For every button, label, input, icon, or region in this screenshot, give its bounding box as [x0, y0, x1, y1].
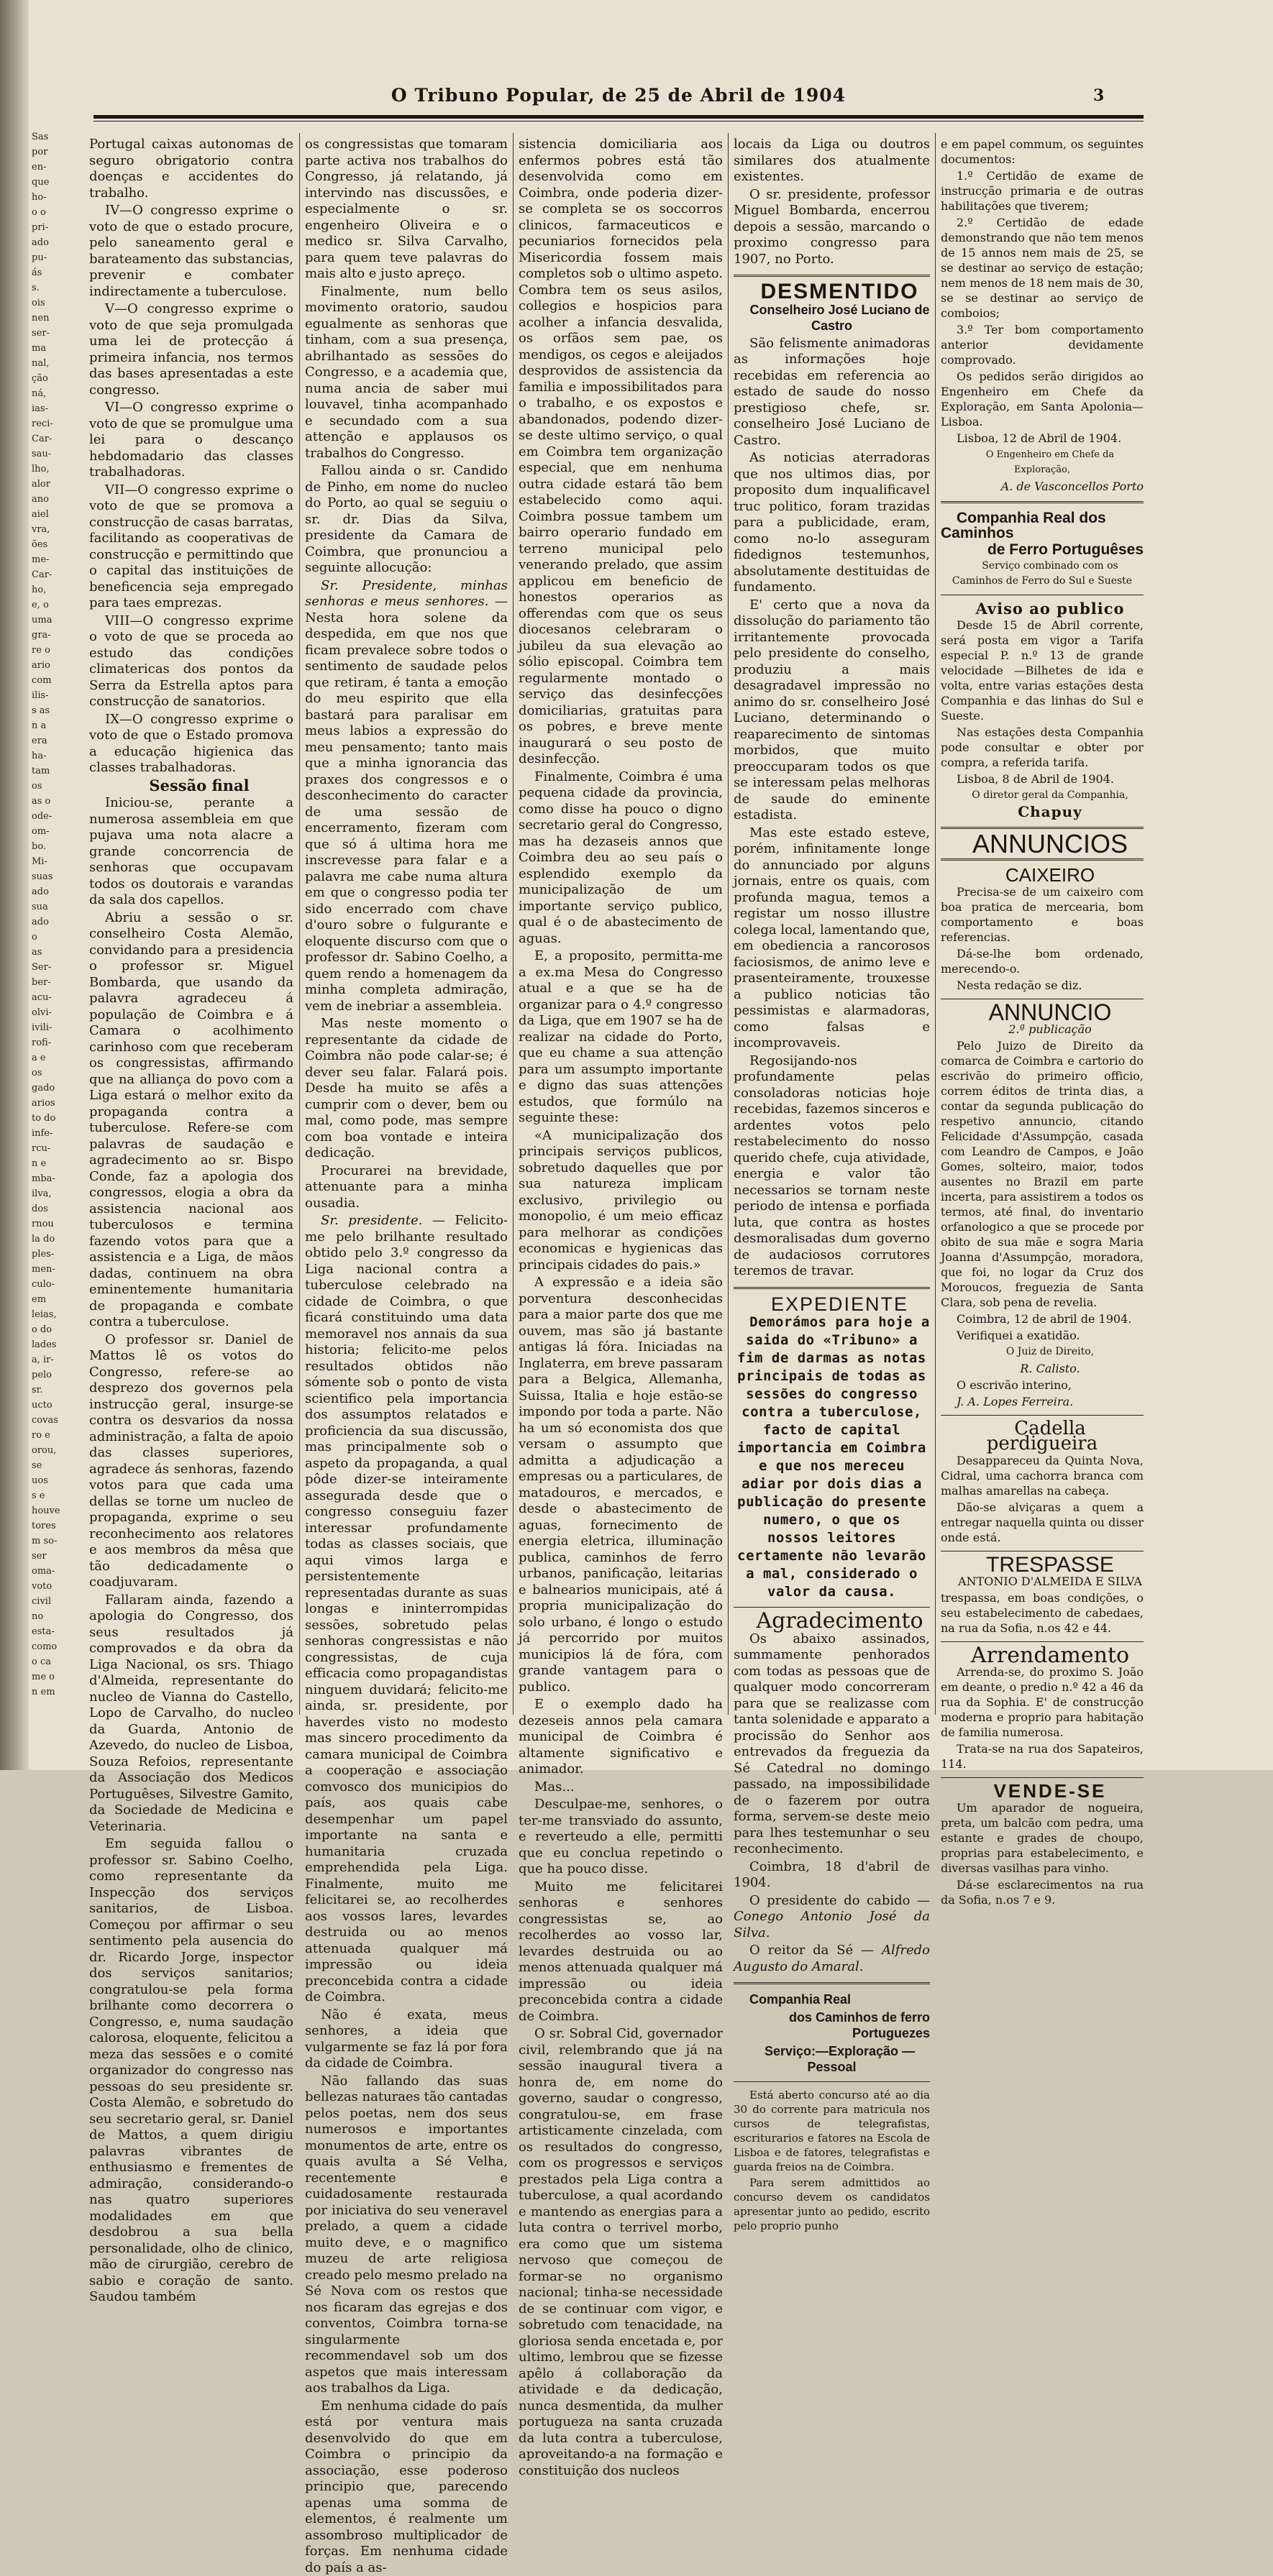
margin-fragment: em: [32, 1292, 82, 1307]
margin-fragment: ples-: [32, 1247, 82, 1262]
signature-role: O Engenheiro em Chefe da Exploração,: [941, 447, 1144, 477]
margin-fragment: se: [32, 1458, 82, 1473]
column-divider: [728, 133, 729, 1715]
signature-role: O presidente do cabido —: [749, 1893, 930, 1908]
expediente-heading: EXPEDIENTE: [734, 1296, 930, 1313]
margin-fragment: infe-: [32, 1126, 82, 1141]
margin-fragment: ná,: [32, 386, 82, 401]
speech-text: — Felicito-me pelo brilhante resultado obtido pelo 3.º congresso da Liga nacional contra a tuberculose celebrado na cidade de Coimbra, o que ficará constituindo uma data memoravel nos annais da sua historia; felicito-me pelos resultados obtidos não sómente sob o ponto de vista scientifico pela importancia dos assumptos relatados e proficiencia da sua discussão, mas principalmente sob o aspeto da propaganda, a qual pôde dizer-se inteiramente assegurada desde que o congresso conseguiu fazer interessar profundamente todas as classes sociais, que aqui vimos larga e persistentemente representadas durante as suas longas e ininterrompidas sessões, sobretudo pelas senhoras congressistas e não congressistas, de cuja efficacia como propagandistas ninguem duvidará; felicito-me ainda, sr. presidente, por haverdes visto no modesto mas sincero procedimento da camara municipal de Coimbra a cooperação e associação comvosco dos municipios do país, aos quais cabe desempenhar um papel importante na santa e humanitaria cruzada emprehendida pela Liga. Finalmente, muito me felicitarei se, ao recolherdes aos vossos lares, levardes destruida ou ao menos attenuada qualquer má impressão ou ideia preconcebida contra a cidade de Coimbra.: [305, 1213, 508, 2004]
margin-fragment: era: [32, 733, 82, 748]
margin-fragment: covas: [32, 1413, 82, 1428]
margin-fragment: ode-: [32, 809, 82, 824]
paragraph: Iniciou-se, perante a numerosa assembleia em que pujava uma nota alacre a grande concorrencia de senhoras que occupavam todos os doutorais e varandas da sala dos capellos.: [89, 795, 293, 909]
paragraph: Regosijando-nos profundamente pelas consoladoras noticias hoje recebidas, fazemos sinceros e ardentes votos pelo restabelecimento do nosso querido chefe, cuja atividade, energia e valor tão necessarios se tornam neste periodo de intensa e porfiada luta, que contra as hostes desmoralisadas dum governo de audaciosos corrutores teremos de travar.: [734, 1053, 930, 1280]
margin-fragment: por: [32, 145, 82, 160]
signature-name-text: A. de Vasconcellos Porto: [1001, 480, 1144, 493]
paragraph: os congressistas que tomaram parte activa nos trabalhos do Congresso, já relatando, já intervindo nas discussões, e especialmente o sr. engenheiro Oliveira e o medico sr. Silva Carvalho, para quem teve palavras do mais alto e justo apreço.: [305, 137, 508, 283]
margin-fragment: ucto: [32, 1398, 82, 1413]
margin-fragment: om-: [32, 824, 82, 839]
paragraph: Lisboa, 8 de Abril de 1904.: [941, 771, 1144, 787]
margin-fragment: alor: [32, 477, 82, 492]
margin-fragment: bo.: [32, 839, 82, 854]
paragraph: Dá-se-lhe bom ordenado, merecendo-o.: [941, 946, 1144, 976]
paragraph: O sr. Sobral Cid, governador civil, relembrando que já na sessão inaugural tivera a honra de, em nome do governo, saudar o congresso, congratulou-se, em frase artisticamente cinzelada, com os resultados do congresso, com os progressos e serviços prestados pela Liga contra a tuberculose, a qual acordando e mantendo as energias para a luta contra o terrivel morbo, era como que um sistema nervoso que começou de formar-se no organismo nacional; tinha-se necessidade de se continuar com vigor, e sobretudo com tenacidade, na gloriosa senda encetada e, por ultimo, lembrou que se fizesse apêlo á collaboração da atividade e da dedicação, nunca desmentida, da mulher portugueza na santa cruzada da luta contra a tuberculose, aproveitando-a na formação e constituição dos nucleos: [519, 2026, 723, 2479]
margin-fragment: culo-: [32, 1277, 82, 1292]
margin-fragment: Car-: [32, 431, 82, 446]
column-divider: [935, 133, 936, 1715]
annuncios-heading: ANNUNCIOS: [941, 836, 1144, 851]
margin-fragment: com: [32, 673, 82, 688]
section-rule: [734, 1982, 930, 1984]
margin-fragment: o ca: [32, 1654, 82, 1669]
speech-salutation: Sr. Presidente, minhas senhoras e meus senhores.: [305, 578, 508, 610]
caixeiro-heading: CAIXEIRO: [941, 868, 1144, 883]
margin-fragment: en-: [32, 160, 82, 175]
signature-name: Conego Antonio José da Silva.: [734, 1909, 930, 1940]
column-2: [305, 137, 508, 1704]
trespasse-name: ANTONIO D'ALMEIDA E SILVA: [941, 1574, 1144, 1589]
header-rule: [93, 115, 1144, 119]
paragraph: Desculpae-me, senhores, o ter-me transviado do assunto, e reverteudo a elle, permitti que eu conclua repetindo o que ha pouco disse.: [519, 1797, 723, 1878]
margin-fragment: acu-: [32, 990, 82, 1005]
paragraph: Em seguida fallou o professor sr. Sabino Coelho, como representante da Inspecção dos serviços sanitarios, de Lisboa. Começou por affirmar o seu sentimento pela ausencia do dr. Ricardo Jorge, inspector dos serviços sanitarios; congratulou-se pela forma brilhante como decorrera o Congresso, e, numa saudação calorosa, eloquente, felicitou a meza das sessões e o comité organizador do congresso nas pessoas do seu presidente sr. Costa Alemão, e sobretudo do seu secretario geral, sr. Daniel de Mattos, a quem dirigiu palavras vibrantes de enthusiasmo e frementes de admiração, considerando-o nas quatro superiores modalidades em que desdobrou a sua bella personalidade, olho de clinico, mão de cirurgião, cerebro de sabio e coração de santo. Saudou também: [89, 1836, 293, 2306]
paragraph: Os abaixo assinados, summamente penhorados com todas as pessoas que de qualquer modo concorreram para que se realizasse com tanta solenidade e apparato a procissão do Senhor aos entrevados da freguezia da Sé Catedral no domingo passado, na impossibilidade de o fazerem por outra forma, servem-se deste meio para lhes testemunhar o seu reconhecimento.: [734, 1631, 930, 1858]
paragraph: Mas este estado esteve, porém, infinitamente longe do annunciado por alguns jornais, entre os quais, com profunda magua, temos a registar um nosso illustre colega local, lamentando que, em obediencia a rancorosos faciosismos, de animo leve e prasenteiramente, trouxesse a publico noticias tão pessimistas e alarmadoras, como falsas e incomprovaveis.: [734, 825, 930, 1052]
section-rule: [734, 1607, 930, 1608]
paragraph: Abriu a sessão o sr. conselheiro Costa Alemão, convidando para a presidencia o professor sr. Miguel Bombarda, que usando da palavra agradeceu á população de Coimbra e á Camara o acolhimento carinhoso com que receberam os congressistas, affirmando que na alliança do povo com a Liga estará o melhor exito da propaganda contra a tuberculose. Refere-se com palavras de saudação e agradecimento ao sr. Bispo Conde, faz a apologia dos congressos, elogia a obra da assistencia nacional aos tuberculosos e termina fazendo votos para que a assistencia e a Liga, de mãos dadas, continuem na obra eminentemente humanitaria de propaganda e combate contra a tuberculose.: [89, 910, 293, 1331]
margin-fragment: ois: [32, 295, 82, 311]
margin-fragment: pu-: [32, 250, 82, 265]
section-rule: [734, 275, 930, 277]
margin-fragment: re o: [32, 643, 82, 658]
paragraph: Procurarei na brevidade, attenuante para a minha ousadia.: [305, 1163, 508, 1212]
paragraph: Está aberto concurso até ao dia 30 do corrente para matricula nos cursos de telegrafistas, escriturarios e fatores na Escola de Lisboa e de fatores, telegrafistas e guarda freios na de Coimbra.: [734, 2088, 930, 2174]
section-rule: [941, 1641, 1144, 1642]
margin-fragment: sr.: [32, 1383, 82, 1398]
margin-fragment: ões: [32, 537, 82, 552]
signature-line: [734, 1943, 930, 1975]
margin-fragment: Mi-: [32, 854, 82, 869]
margin-fragment: a e: [32, 1050, 82, 1065]
signature-name: Chapuy: [941, 805, 1144, 820]
speech-text: — Nesta hora solene da despedida, em que nos que ficam prevalece sobre todos o sentimento de saudade pelos que retiram, é tanta a emoção do meu espirito que ella bastará para paralisar em meus labios a expressão do meu pensamento; tanto mais que a minha ignorancia das praxes dos congressos e o desconhecimento do caracter de uma sessão de encerramento, fizeram com que só á ultima hora me inscrevesse para falar e a palavra me cabe numa altura em que o congresso podia ter sido encerrado com chave d'ouro sobre o fulgurante e eloquente discurso com que o professor dr. Sabino Coelho, a quem rendo a homenagem da minha completa admiração, vem de inebriar a assembleia.: [305, 594, 508, 1014]
margin-fragment: gra-: [32, 628, 82, 643]
page-number: 3: [1093, 86, 1104, 105]
paragraph: E, a proposito, permitta-me a ex.ma Mesa do Congresso atual e a que se ha de organizar para o 4.º congresso da Liga, que em 1907 se ha de realizar na cidade do Porto, que eu chame a sua attenção para um assumpto importante e digno das suas attenções estudos, que formúlo na seguinte these:: [519, 948, 723, 1127]
section-rule: [941, 858, 1144, 861]
margin-fragment: os: [32, 1065, 82, 1081]
desmentido-heading: DESMENTIDO: [734, 284, 930, 301]
section-rule: [734, 1287, 930, 1289]
signature-role: O reitor da Sé —: [749, 1943, 882, 1958]
paragraph: Dá-se esclarecimentos na rua da Sofia, n.os 7 e 9.: [941, 1877, 1144, 1907]
margin-fragment: oma-: [32, 1564, 82, 1579]
section-rule: [941, 501, 1144, 503]
paragraph: Desappareceu da Quinta Nova, Cidral, uma cachorra branca com malhas amarellas na cabeça.: [941, 1453, 1144, 1498]
paragraph: 3.º Ter bom comportamento anterior devidamente comprovado.: [941, 322, 1144, 367]
paragraph: Muito me felicitarei senhoras e senhores congressistas se, ao recolherdes ao vosso lar, levardes destruida ou ao menos attenuada qualquer má impressão ou ideia preconcebida contra a cidade de Coimbra.: [519, 1879, 723, 2025]
publication-note: [941, 1022, 1144, 1037]
signature-line: [734, 1893, 930, 1942]
column-divider: [513, 133, 514, 1715]
paragraph: Para serem admittidos ao concurso devem os candidatos apresentar junto ao pedido, escrito pelo proprio punho: [734, 2176, 930, 2233]
paragraph: locais da Liga ou doutros similares dos atualmente existentes.: [734, 137, 930, 185]
page-header-title: O Tribuno Popular, de 25 de Abril de 1904: [93, 85, 1144, 106]
paragraph: Arrenda-se, do proximo S. João em deante, o predio n.º 42 a 46 da rua da Sophia. E' de construcção moderna e proprio para habitação de familia numerosa.: [941, 1664, 1144, 1740]
paragraph: Nas estações desta Companhia pode consultar e obter por compra, a referida tarifa.: [941, 725, 1144, 770]
margin-fragment: gado: [32, 1081, 82, 1096]
margin-fragment: n a: [32, 718, 82, 733]
signature-name-text: R. Calisto.: [1020, 1362, 1080, 1375]
paragraph: Trata-se na rua dos Sapateiros, 114.: [941, 1741, 1144, 1771]
margin-fragment: s as: [32, 703, 82, 718]
paragraph: VI—O congresso exprime o voto de que se promulgue uma lei para o descanço hebdomadario das classes trabalhadoras.: [89, 400, 293, 481]
margin-fragment: as: [32, 945, 82, 960]
margin-fragment: me o: [32, 1669, 82, 1685]
vende-se-heading: VENDE-SE: [941, 1784, 1144, 1799]
signature-role: O Juiz de Direito,: [941, 1344, 1144, 1360]
column-4: [734, 137, 930, 1704]
margin-fragment: ilis-: [32, 688, 82, 703]
margin-fragment: pri-: [32, 220, 82, 235]
company-heading-2: dos Caminhos de ferro Portuguezes: [734, 2009, 930, 2042]
margin-fragment: os: [32, 779, 82, 794]
company-heading: Companhia Real dos Caminhos: [941, 510, 1144, 541]
margin-fragment: as o: [32, 794, 82, 809]
margin-fragment: ado: [32, 915, 82, 930]
section-heading: Sessão final: [89, 778, 293, 794]
margin-fragment: mba-: [32, 1171, 82, 1186]
margin-fragment: ber-: [32, 975, 82, 990]
margin-fragment: ho,: [32, 582, 82, 597]
trespasse-heading: TRESPASSE: [941, 1557, 1144, 1572]
margin-fragment: uma: [32, 613, 82, 628]
margin-fragment: ado: [32, 884, 82, 899]
margin-fragment: esta-: [32, 1624, 82, 1639]
margin-fragment: aiel: [32, 507, 82, 522]
margin-fragment: Car-: [32, 567, 82, 582]
signature-name: [941, 1394, 1144, 1409]
margin-fragment: o: [32, 930, 82, 945]
paragraph: As noticias aterradoras que nos ultimos dias, por proposito dum inqualificavel truc politico, foram trazidas para a publicidade, eram, como no-lo asseguram fidedignos testemunhos, absolutamente destituidas de fundamento.: [734, 450, 930, 596]
paragraph: V—O congresso exprime o voto de que seja promulgada uma lei de protecção á primeira infancia, nos termos das bases apresentadas a este congresso.: [89, 301, 293, 398]
service-line: Serviço combinado com os Caminhos de Ferro do Sul e Sueste: [941, 559, 1144, 589]
paragraph: São felismente animadoras as informações hoje recebidas em referencia ao estado de saude do nosso prestigioso chefe, sr. conselheiro José Luciano de Castro.: [734, 336, 930, 449]
aviso-heading: Aviso ao publico: [941, 601, 1144, 616]
publication-note-text: 2.ª publicação: [1008, 1022, 1092, 1036]
margin-fragment: Sas: [32, 129, 82, 145]
paragraph: A expressão e a ideia são porventura desconhecidas para a maior parte dos que me ouvem, mas são já bastante antigas lá fóra. Iniciadas na Inglaterra, em breve passaram para a Belgica, Allemanha, Suissa, Italia e hoje estão-se impondo por toda a parte. Não ha um só economista dos que versam o assumpto que admitta a adjudicação a empresas ou a particulares, de matadouros, e mercados, e desde o abastecimento de aguas, fornecimento de energia eletrica, illuminação publica, caminhos de ferro urbanos, panificação, leitarias e balnearios municipais, até á propria municipalização do solo urbano, é longo o estudo já percorrido por muitos municipios lá de fóra, com grande vantagem para o publico.: [519, 1275, 723, 1695]
paragraph: Precisa-se de um caixeiro com boa pratica de mercearia, bom comportamento e boas referencias.: [941, 884, 1144, 945]
margin-fragment: ho-: [32, 190, 82, 205]
margin-fragment: leias,: [32, 1307, 82, 1322]
paragraph: IV—O congresso exprime o voto de que o estado procure, pelo saneamento geral e barateamento das substancias, prevenir e combater indirectamente a tuberculose.: [89, 203, 293, 300]
margin-fragment: tam: [32, 764, 82, 779]
paragraph: Nesta redação se diz.: [941, 978, 1144, 993]
paragraph: O sr. presidente, professor Miguel Bombarda, encerrou depois a sessão, marcando o proximo congresso para 1907, no Porto.: [734, 187, 930, 268]
margin-fragment: ado: [32, 235, 82, 250]
column-1: [89, 137, 293, 1704]
paragraph: VIII—O congresso exprime o voto de que se proceda ao estudo das condições climatericas dos pontos da Serra da Estrella aptos para construcção de sanatorios.: [89, 613, 293, 710]
paragraph: Fallaram ainda, fazendo a apologia do Congresso, dos seus resultados já comprovados e da obra da Liga Nacional, os srs. Thiago d'Almeida, representante do nucleo de Vianna do Castello, Lopo de Carvalho, do nucleo da Guarda, Antonio de Azevedo, do nucleo de Lisboa, Souza Refoios, representante da Associação dos Medicos Portuguêses, Silvestre Gamito, da Sociedade de Medicina e Veterinaria.: [89, 1592, 293, 1835]
paragraph: O professor sr. Daniel de Mattos lê os votos do Congresso, refere-se ao desprezo dos governos pela instrucção geral, insurge-se contra os desvarios da nossa administração, a falta de apoio das classes superiores, agradece ás senhoras, fazendo votos para que cada uma dellas se torne um nucleo de propaganda, exprime o seu reconhecimento aos relatores e aos membros da mêsa que tão dedicadamente o coadjuvaram.: [89, 1332, 293, 1591]
header-rule-thin: [93, 121, 1144, 122]
signature-name: Alfredo Augusto do Amaral.: [734, 1943, 930, 1974]
margin-fragment: s e: [32, 1488, 82, 1503]
margin-fragment: olvi-: [32, 1005, 82, 1020]
margin-fragment: rnou: [32, 1216, 82, 1232]
margin-fragment: voto: [32, 1579, 82, 1594]
margin-fragment: pelo: [32, 1367, 82, 1383]
paragraph: Coimbra, 18 d'abril de 1904.: [734, 1859, 930, 1892]
margin-fragment: la do: [32, 1232, 82, 1247]
margin-fragment: rcu-: [32, 1141, 82, 1156]
column-divider: [299, 133, 300, 1715]
paragraph: Mas...: [519, 1779, 723, 1796]
paragraph: Fallou ainda o sr. Candido de Pinho, em nome do nucleo do Porto, ao qual se seguiu o sr. dr. Dias da Silva, presidente da Camara de Coimbra, que pronunciou a seguinte allocução:: [305, 463, 508, 577]
paragraph: Pelo Juizo de Direito da comarca de Coimbra e cartorio do escrivão do primeiro officio, correm éditos de trinta dias, a contar da segunda publicação do respetivo annuncio, citando Felicidade d'Assumpção, casada com Leandro de Campos, e João Gomes, solteiro, maior, todos ausentes no Brazil em parte incerta, para assistirem a todos os termos, até final, do inventario orfanologico a que se procede por obito de sua mãe e sogra Maria Joanna d'Assumpção, moradora, que foi, no logar da Cruz dos Moroucos, freguezia de Santa Clara, sob pena de revelia.: [941, 1038, 1144, 1310]
signature-name-text: J. A. Lopes Ferreira.: [957, 1395, 1073, 1408]
margin-fragment: o o: [32, 205, 82, 220]
margin-fragment: nen: [32, 311, 82, 326]
margin-fragment: uos: [32, 1473, 82, 1488]
agradecimento-heading: Agradecimento: [734, 1613, 930, 1630]
column-5: [941, 137, 1144, 1704]
cadella-heading: Cadella perdigueira: [941, 1421, 1144, 1452]
paragraph: 2.º Certidão de edade demonstrando que não tem menos de 15 annos nem mais de 25, se se destinar ao serviço de estação; nem menos de 18 nem mais de 30, se se destinar ao serviço de comboios;: [941, 215, 1144, 321]
paragraph: 1.º Certidão de exame de instrucção primaria e de outras habilitações que tiverem;: [941, 168, 1144, 214]
section-rule: [734, 2081, 930, 2082]
margin-fragment: suas: [32, 869, 82, 884]
margin-fragment: n em: [32, 1685, 82, 1700]
signature-role: O escrivão interino,: [941, 1378, 1144, 1393]
company-heading-2: de Ferro Portuguêses: [941, 542, 1144, 557]
paragraph: Verifiquei a exatidão.: [941, 1328, 1144, 1343]
margin-fragment: reci-: [32, 416, 82, 431]
margin-fragment: vra,: [32, 522, 82, 537]
margin-fragment: ilva,: [32, 1186, 82, 1201]
margin-fragment: ano: [32, 492, 82, 507]
margin-fragment: ias-: [32, 401, 82, 416]
margin-fragment: lades: [32, 1337, 82, 1352]
section-rule: [941, 1415, 1144, 1416]
margin-fragment: tores: [32, 1518, 82, 1534]
margin-fragment: men-: [32, 1262, 82, 1277]
book-spine: [0, 0, 29, 1770]
paragraph: Dão-se alviçaras a quem a entregar naquella quinta ou disser onde está.: [941, 1500, 1144, 1545]
paragraph: trespassa, em boas condições, o seu estabelecimento de cabedaes, na rua da Sofia, n.os 42 e 44.: [941, 1590, 1144, 1636]
paragraph: Um aparador de nogueira, preta, um balcão com pedra, uma estante e grades de choupo, proprias para estabelecimento, e diversas vasilhas para vinho.: [941, 1800, 1144, 1876]
paragraph: IX—O congresso exprime o voto de que o Estado promova a educação higienica das classes trabalhadoras.: [89, 712, 293, 776]
margin-fragment: ivili-: [32, 1020, 82, 1035]
paragraph: Os pedidos serão dirigidos ao Engenheiro em Chefe da Exploração, em Santa Apolonia—Lisboa.: [941, 369, 1144, 429]
signature-name: [941, 1361, 1144, 1376]
margin-fragment: ção: [32, 371, 82, 386]
paragraph: Mas neste momento o representante da cidade de Coimbra não pode calar-se; é dever seu falar. Falará pois. Desde ha muito se afês a cumprir com o dever, bem ou mal, como pode, mas sempre com boa vontade e inteira dedicação.: [305, 1016, 508, 1162]
margin-fragment: Ser-: [32, 960, 82, 975]
paragraph: Portugal caixas autonomas de seguro obrigatorio contra doenças e accidentes do trabalho.: [89, 137, 293, 201]
margin-fragment: s.: [32, 280, 82, 295]
paragraph: [305, 578, 508, 1015]
margin-fragment: m so-: [32, 1534, 82, 1549]
margin-fragment: ma: [32, 341, 82, 356]
margin-fragment: rofi-: [32, 1035, 82, 1050]
margin-fragment: nal,: [32, 356, 82, 371]
signature-name: [941, 479, 1144, 494]
margin-fragment: no: [32, 1609, 82, 1624]
paragraph: Não fallando das suas bellezas naturaes tão cantadas pelos poetas, nem dos seus numerosos e importantes monumentos de arte, entre os quais avulta a Sé Velha, recentemente e cuidadosamente restaurada por iniciativa do seu veneravel prelado, a quem a cidade muito deve, e o magnifico muzeu de arte religiosa creado pelo mesmo prelado na Sé Nova com os restos que nos ficaram das egrejas e dos conventos, Coimbra torna-se singularmente recommendavel sob um dos aspetos que mais interessam aos trabalhos da Liga.: [305, 2073, 508, 2397]
speech-salutation: Sr. presidente.: [321, 1213, 422, 1228]
signature-role: O diretor geral da Companhia,: [941, 788, 1144, 803]
margin-fragment: dos: [32, 1201, 82, 1216]
paragraph: [305, 1213, 508, 2006]
margin-fragment: que: [32, 175, 82, 190]
margin-fragment: ario: [32, 658, 82, 673]
paragraph: Coimbra, 12 de abril de 1904.: [941, 1311, 1144, 1326]
margin-fragment: orou,: [32, 1443, 82, 1458]
margin-fragment: sau-: [32, 446, 82, 462]
paragraph: «A municipalização dos principais serviços publicos, sobretudo daquelles que por sua natureza implicam exclusivo, privilegio ou monopolio, é um meio efficaz para melhorar as condições economicas e hygienicas das principais cidades do pais.»: [519, 1128, 723, 1274]
margin-fragment: sua: [32, 899, 82, 915]
margin-fragment: lho,: [32, 462, 82, 477]
arrendamento-heading: Arrendamento: [941, 1648, 1144, 1663]
margin-fragment: ás: [32, 265, 82, 280]
paragraph: e em papel commum, os seguintes documentos:: [941, 137, 1144, 167]
service-line: Serviço:—Exploração —Pessoal: [734, 2043, 930, 2076]
margin-fragment: civil: [32, 1594, 82, 1609]
margin-fragment: ser: [32, 1549, 82, 1564]
previous-page-margin: [32, 129, 82, 1682]
paragraph: Finalmente, num bello movimento oratorio, saudou egualmente as senhoras que tinham, com a sua presença, abrilhantado as sessões do Congresso, e a academia que, numa ancia de saber mui louvavel, tinha acompanhado e secundado com a sua attenção e applausos os trabalhos do Congresso.: [305, 284, 508, 462]
margin-fragment: ro e: [32, 1428, 82, 1443]
paragraph: sistencia domiciliaria aos enfermos pobres está tão desenvolvida como em Coimbra, onde poderia dizer-se completa se os soccorros clinicos, farmaceuticos e pecuniarios fornecidos pela Misericordia fossem mais completos sob o ultimo aspeto. Combra tem os seus asilos, collegios e hospicios para acolher a infancia desvalida, os orfãos sem pae, os mendigos, os cegos e aleijados desprovidos de assistencia da familia e impossibilitados para o trabalho, e os expostos e abandonados, podendo dizer-se deste ultimo serviço, o qual em Coimbra tem organização especial, que em nenhuma outra cidade estará tão bem estabelecido como aqui. Coimbra possue tambem um bairro operario fundado em terreno municipal pelo venerando prelado, que assim applicou em beneficio de honestos operarios as offerendas com que os seus diocesanos celebraram o jubileu da sua elevação ao sólio episcopal. Coimbra tem regularmente montado o serviço das desinfecções domiciliarias, gratuitas para os pobres, e breve mente inaugurará o seu posto de desinfecção.: [519, 137, 723, 768]
margin-fragment: a, ir-: [32, 1352, 82, 1367]
annuncio-heading: ANNUNCIO: [941, 1005, 1144, 1020]
margin-fragment: arios: [32, 1096, 82, 1111]
section-rule: [941, 1777, 1144, 1778]
margin-fragment: ha-: [32, 748, 82, 764]
margin-fragment: o do: [32, 1322, 82, 1337]
margin-fragment: n e: [32, 1156, 82, 1171]
margin-fragment: me-: [32, 552, 82, 567]
margin-fragment: e, o: [32, 597, 82, 613]
column-3: [519, 137, 723, 1704]
paragraph: Desde 15 de Abril corrente, será posta em vigor a Tarifa especial P. n.º 13 de grande velocidade —Bilhetes de ida e volta, entre varias estações desta Companhia e das linhas do Sul e Sueste.: [941, 618, 1144, 723]
margin-fragment: houve: [32, 1503, 82, 1518]
paragraph: Em nenhuma cidade do país está por ventura mais desenvolvido do que em Coimbra o principio da associação, esse poderoso principio que, parecendo apenas uma somma de elementos, é realmente um assombroso multiplicador de forças. Em nenhuma cidade do país a as-: [305, 2398, 508, 2576]
desmentido-subheading: Conselheiro José Luciano de Castro: [734, 302, 930, 334]
paragraph: Não é exata, meus senhores, a ideia que vulgarmente se faz lá por fora da cidade de Coimbra.: [305, 2007, 508, 2072]
paragraph: E o exemplo dado ha dezeseis annos pela camara municipal de Coimbra é altamente significativo e animador.: [519, 1697, 723, 1778]
paragraph: Lisboa, 12 de Abril de 1904.: [941, 431, 1144, 446]
paragraph: Finalmente, Coimbra é uma pequena cidade da provincia, como disse ha pouco o digno secretario geral do Congresso, mas ha dezaseis annos que Coimbra deu ao seu país o esplendido exemplo da municipalização de um importante serviço publico, qual é o de abastecimento de aguas.: [519, 769, 723, 948]
paragraph: E' certo que a nova da dissolução do pariamento tão irritantemente provocada pelo presidente do conselho, produziu a mais desagradavel impressão no animo do sr. conselheiro José Luciano, determinando o reaparecimento de sintomas morbidos, que muito preoccuparam todos os que se interessam pelas melhoras de saude do eminente estadista.: [734, 597, 930, 824]
margin-fragment: ser-: [32, 326, 82, 341]
paragraph: VII—O congresso exprime o voto de que se promova a construcção de casas barratas, facilitando as cooperativas de construcção e permittindo que o capital das instituições de beneficencia seja empregado para taes emprezas.: [89, 482, 293, 612]
margin-fragment: to do: [32, 1111, 82, 1126]
margin-fragment: como: [32, 1639, 82, 1654]
company-heading: Companhia Real: [734, 1991, 930, 2008]
expediente-notice: Demorámos para hoje a saida do «Tribuno» a fim de darmas as notas principais de todas as sessões do congresso contra a tuberculose, facto de capital importancia em Coimbra e que nos mereceu adiar por dois dias a publicação do presente numero, o que os nossos leitores certamente não levarão a mal, considerado o valor da causa.: [734, 1314, 930, 1601]
